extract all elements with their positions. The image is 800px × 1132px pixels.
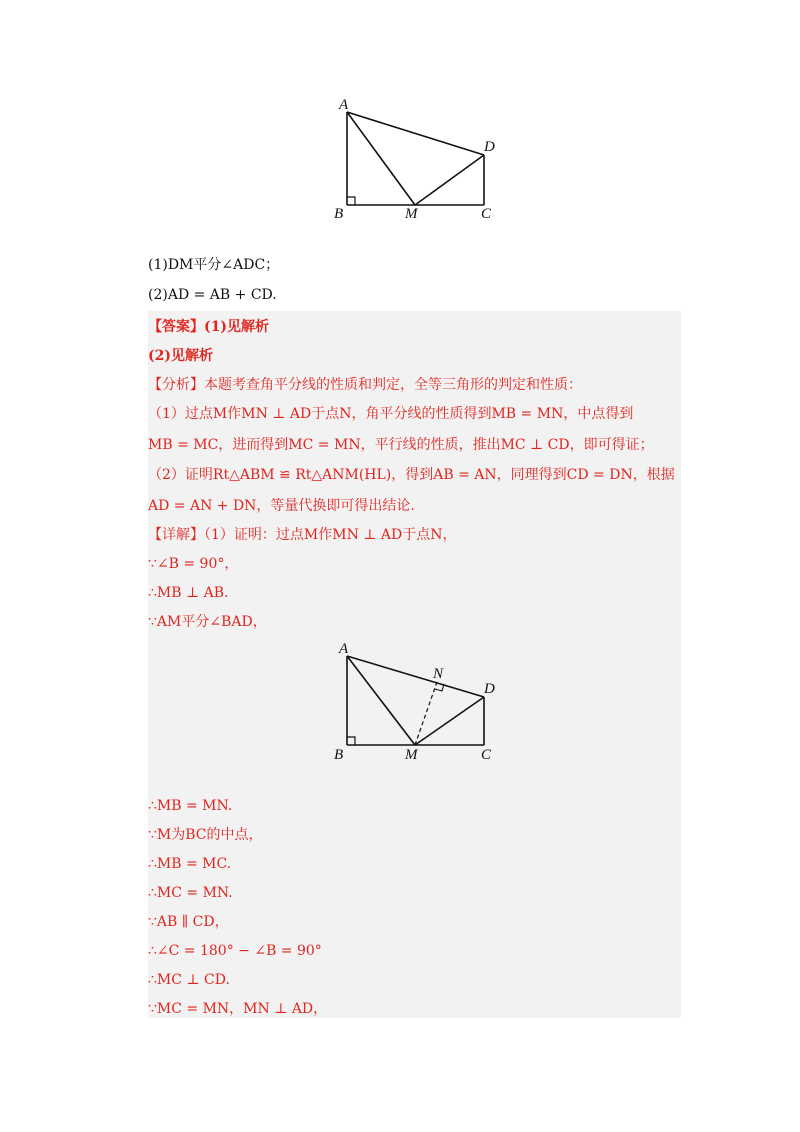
detail-step: ∴∠C = 180° − ∠B = 90°	[148, 943, 322, 959]
label-b: B	[334, 747, 344, 763]
detail-step: ∴MC = MN.	[148, 885, 233, 901]
label-n: N	[433, 666, 444, 682]
answer-title: 【答案】(1)见解析	[148, 319, 269, 335]
geometry-figure-1	[330, 92, 510, 227]
question-part-1: (1)DM平分∠ADC；	[148, 257, 280, 273]
detail-step: ∵MC = MN，MN ⊥ AD，	[148, 1001, 328, 1017]
detail-step: ∴MB = MN.	[148, 798, 233, 814]
answer-part-2: (2)见解析	[148, 348, 213, 364]
detail-step: ∴MB ⊥ AB.	[148, 585, 229, 601]
analysis-line-4: AD = AN + DN，等量代换即可得出结论.	[148, 498, 415, 514]
detail-step: ∴MB = MC.	[148, 856, 232, 872]
segment-am	[347, 656, 415, 745]
detail-step: ∵AM平分∠BAD，	[148, 614, 267, 630]
label-m: M	[405, 747, 418, 763]
label-c: C	[481, 747, 492, 763]
segment-dm	[415, 697, 484, 745]
detail-title: 【详解】（1）证明：过点M作MN ⊥ AD于点N，	[148, 527, 457, 543]
right-angle-mark-b	[347, 737, 355, 745]
right-angle-mark-b	[347, 197, 355, 205]
label-a: A	[339, 97, 349, 113]
analysis-title: 【分析】本题考查角平分线的性质和判定，全等三角形的判定和性质：	[148, 377, 582, 393]
question-part-2: (2)AD = AB + CD.	[148, 287, 277, 303]
segment-ad	[347, 656, 484, 697]
segment-am	[347, 112, 415, 205]
analysis-line-3: （2）证明Rt△ABM ≌ Rt△ANM(HL)，得到AB = AN，同理得到CD = DN，根据	[148, 467, 675, 483]
detail-step: ∴MC ⊥ CD.	[148, 972, 230, 988]
analysis-line-1: （1）过点M作MN ⊥ AD于点N，角平分线的性质得到MB = MN，中点得到	[148, 406, 634, 422]
segment-mn-dashed	[415, 682, 437, 745]
detail-step: ∵AB ∥ CD，	[148, 914, 229, 930]
segment-dm	[415, 155, 484, 205]
label-d: D	[484, 139, 495, 155]
analysis-line-2: MB = MC，进而得到MC = MN，平行线的性质，推出MC ⊥ CD，即可得证；	[148, 437, 654, 453]
detail-step: ∵∠B = 90°，	[148, 556, 239, 572]
geometry-figure-2	[330, 636, 510, 766]
label-d: D	[484, 681, 495, 697]
label-a: A	[339, 641, 349, 657]
label-b: B	[334, 206, 344, 222]
detail-step: ∵M为BC的中点，	[148, 827, 263, 843]
segment-ad	[347, 112, 484, 155]
label-c: C	[481, 206, 492, 222]
label-m: M	[405, 206, 418, 222]
